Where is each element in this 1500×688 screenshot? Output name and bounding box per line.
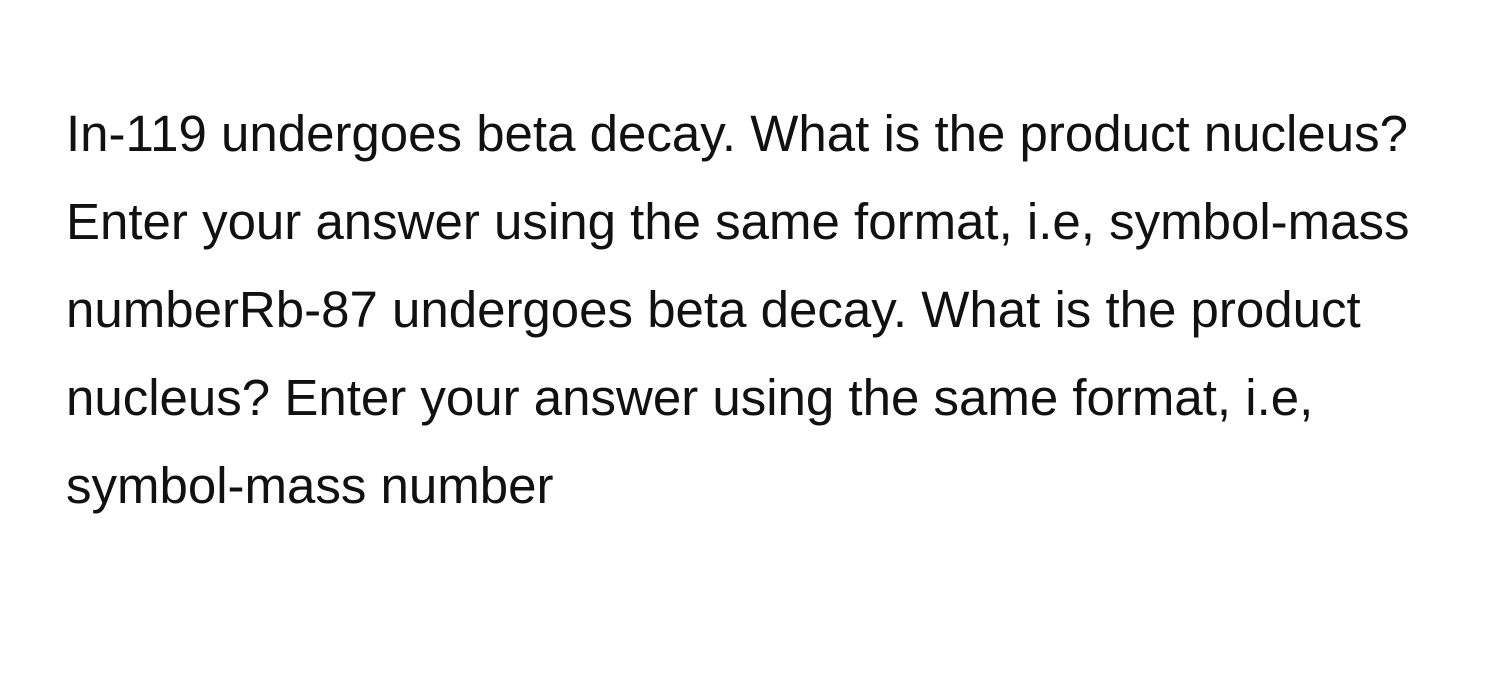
question-text: In-119 undergoes beta decay. What is the product nucleus? Enter your answer using the same format, i.e, symbol-mass numberRb-87 undergoes beta decay. What is the product nucleus? Enter your answer using the same format, i.e, symbol-mass number [66, 105, 1410, 514]
